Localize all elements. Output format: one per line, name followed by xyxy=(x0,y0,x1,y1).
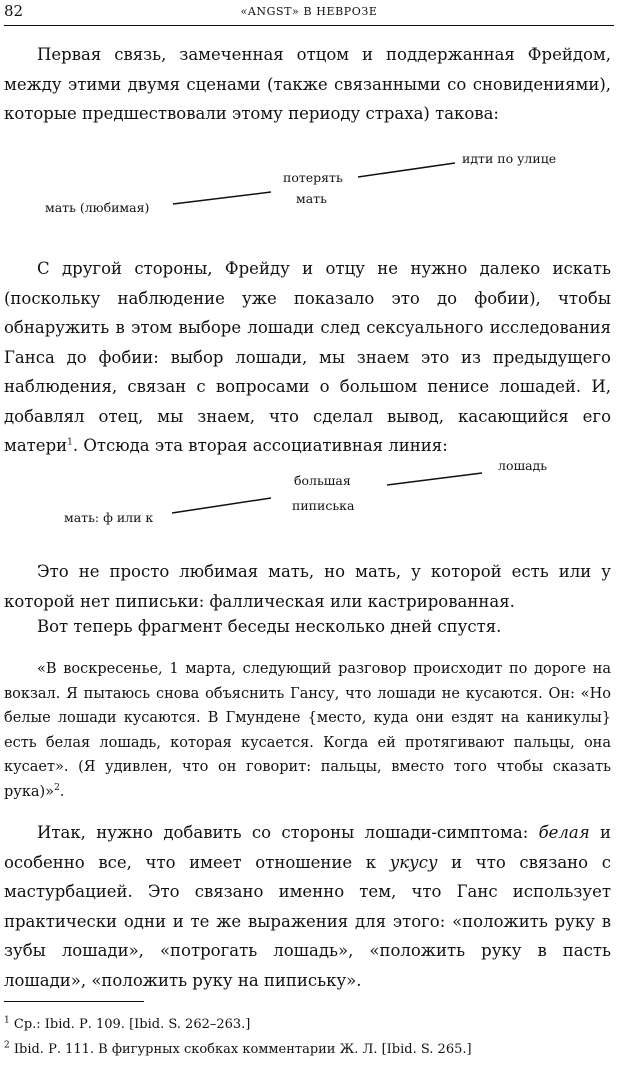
paragraph-5-emphasis-white: белая xyxy=(538,823,590,842)
running-title: «ANGST» В НЕВРОЗЕ xyxy=(240,5,378,18)
diagram-2-right-label: лошадь xyxy=(498,458,548,473)
diagram-1-right-line xyxy=(358,163,455,177)
paragraph-5-part-a: Итак, нужно добавить со стороны лошади-симптома: xyxy=(37,823,539,842)
diagram-2-middle-top-label: большая xyxy=(294,473,351,488)
paragraph-1: Первая связь, замеченная отцом и поддержанная Фрейдом, между этими двумя сценами (также связанными со сновидениями), которые предшествовали этому периоду страха) такова: xyxy=(4,45,611,123)
diagram-1-middle-bottom-label: мать xyxy=(296,191,327,206)
diagram-2-left-line xyxy=(172,498,271,513)
association-diagram-2 xyxy=(0,452,620,532)
diagram-2-left-label: мать: ф или к xyxy=(64,510,154,525)
footnote-1-mark: 1 xyxy=(4,1015,10,1026)
footnote-1-text: Ср.: Ibid. Р. 109. [Ibid. S. 262–263.] xyxy=(9,1017,251,1032)
diagram-1-left-label: мать (любимая) xyxy=(45,200,150,215)
paragraph-2-text: С другой стороны, Фрейду и отцу не нужно далеко искать (поскольку наблюдение уже показало это до фобии), чтобы обнаружить в этом выборе лошади след сексуального исследования Ганса до фобии: выбор лошади, мы знаем это из предыдущего наблюдения, связан с вопросами о большом пенисе лошадей. И, добавлял отец, мы знаем, что сделал вывод, касающийся его матери xyxy=(4,259,611,455)
association-diagram-1 xyxy=(0,146,620,226)
paragraph-4: Вот теперь фрагмент беседы несколько дней спустя. xyxy=(37,617,502,636)
diagram-1-middle-top-label: потерять xyxy=(283,170,343,185)
paragraph-2 xyxy=(4,254,611,461)
footnote-ref-1[interactable]: 1 xyxy=(67,437,73,448)
footnote-2-text: Ibid. Р. 111. В фигурных скобках комментарии Ж. Л. [Ibid. S. 265.] xyxy=(9,1042,472,1057)
page-number: 82 xyxy=(4,2,24,20)
diagram-1-left-line xyxy=(173,192,271,204)
quotation-text: «В воскресенье, 1 марта, следующий разговор происходит по дороге на вокзал. Я пытаюсь снова объяснить Гансу, что лошади не кусаются. Он: «Но белые лошади кусаются. В Гмундене {место, куда они ездят на каникулы} есть белая лошадь, которая кусается. Когда ей протягивают пальцы, она кусает». (Я удивлен, что он говорит: пальцы, вместо того чтобы сказать рука)» xyxy=(4,661,611,800)
footnote-ref-2[interactable]: 2 xyxy=(54,782,60,793)
header-rule xyxy=(4,25,614,26)
paragraph-5-part-c: и что связано с мастурбацией. Это связано именно тем, что Ганс использует практически одни и те же выражения для этого: «положить руку в зубы лошади», «потрогать лошадь», «положить руку в пасть лошади», «положить руку на пипиську». xyxy=(4,852,611,990)
footnote-2-mark: 2 xyxy=(4,1040,10,1051)
paragraph-2-tail: . Отсюда эта вторая ассоциативная линия: xyxy=(72,436,448,455)
paragraph-5 xyxy=(4,818,611,995)
diagram-2-right-line xyxy=(387,473,482,485)
footnote-rule xyxy=(4,1001,144,1002)
quotation-block xyxy=(4,657,611,804)
footnote-1 xyxy=(4,1016,614,1034)
page-header xyxy=(4,0,614,26)
diagram-1-right-label: идти по улице xyxy=(462,151,557,166)
quotation-tail: . xyxy=(59,783,65,800)
footnote-2 xyxy=(4,1041,614,1059)
diagram-2-middle-bottom-label: пиписька xyxy=(292,498,355,513)
paragraph-3: Это не просто любимая мать, но мать, у которой есть или у которой нет пиписьки: фаллическая или кастрированная. xyxy=(4,562,611,611)
paragraph-5-part-b: и особенно все, что имеет отношение к xyxy=(4,823,612,872)
paragraph-5-emphasis-bite: укусу xyxy=(389,852,438,872)
